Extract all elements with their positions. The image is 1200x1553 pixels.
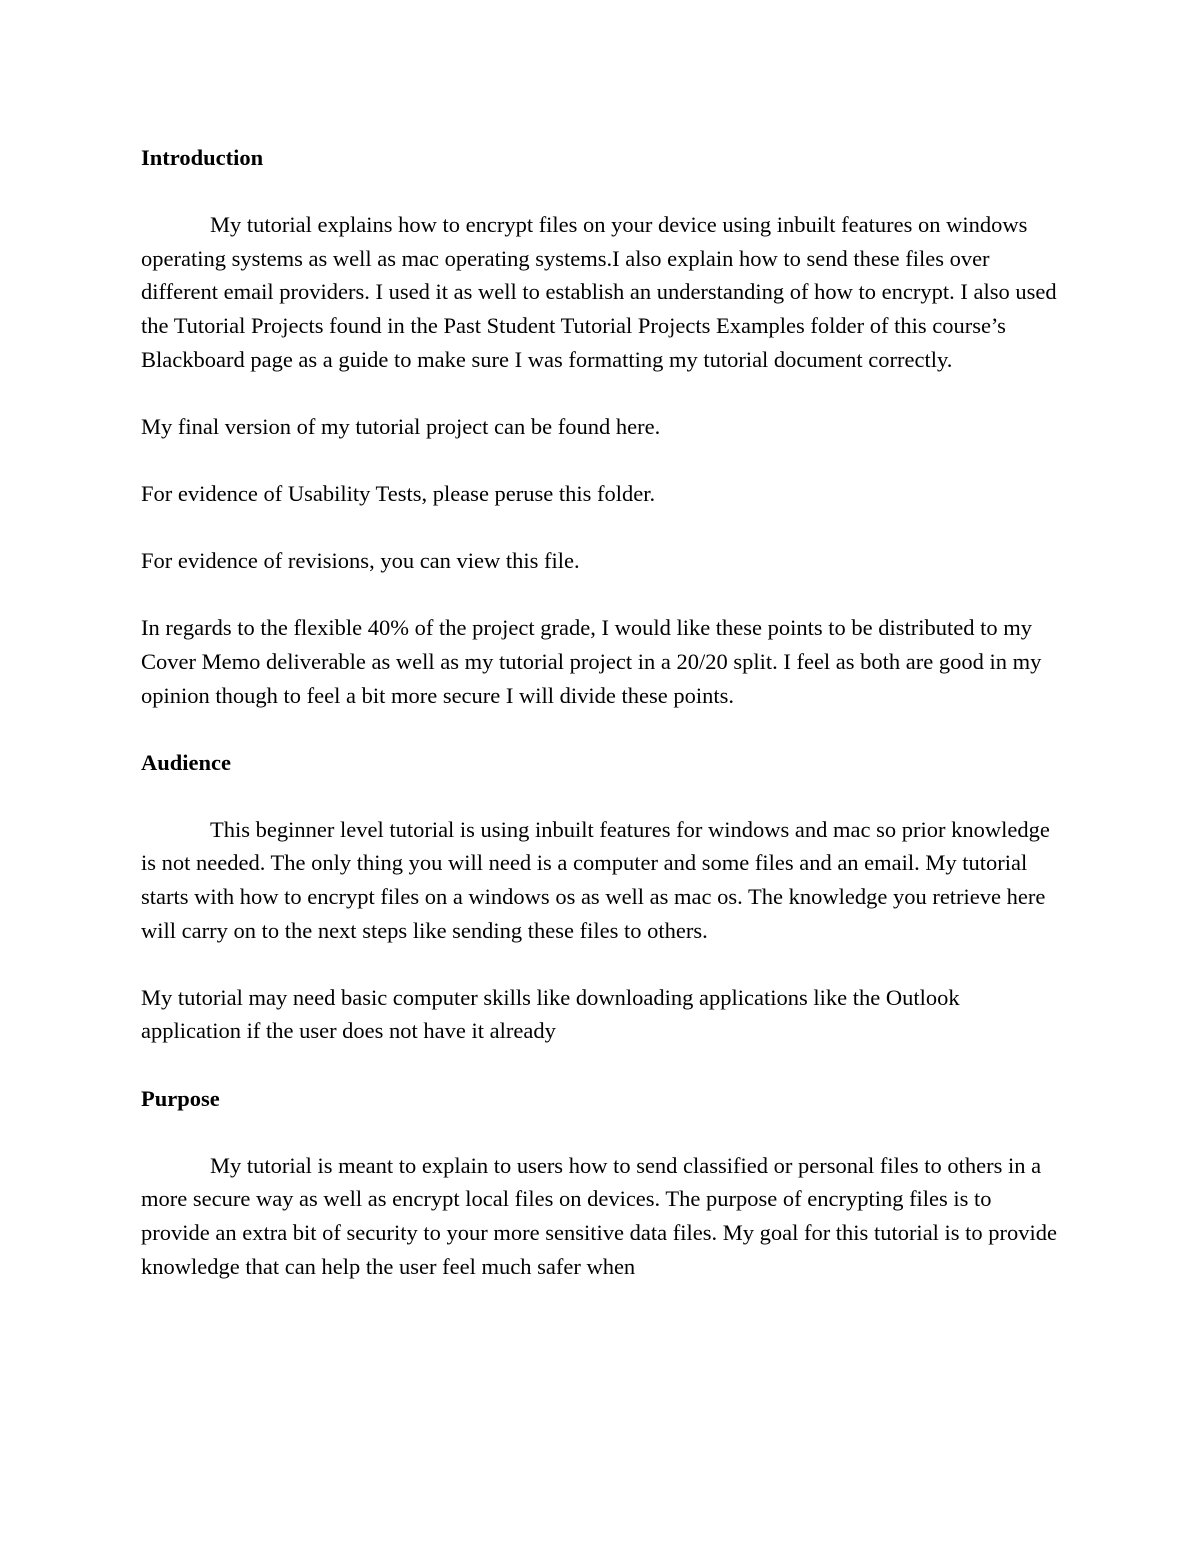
purpose-paragraph-1: My tutorial is meant to explain to users how to send classified or personal files to others in a more secure way as well as encrypt local files on devices. The purpose of encrypting files is to provide an extra bit of security to your more sensitive data files. My goal for this tutorial is to provide knowledge that can help the user feel much safer when [141,1152,1058,1279]
audience-paragraph-2: My tutorial may need basic computer skills like downloading applications like the Outlook application if the user does not have it already [141,984,960,1044]
final-version-paragraph: My final version of my tutorial project can be found here. [141,413,661,439]
audience-paragraph-1: This beginner level tutorial is using inbuilt features for windows and mac so prior knowledge is not needed. The only thing you will need is a computer and some files and an email. My tutorial starts with how to encrypt files on a windows os as well as mac os. The knowledge you retrieve here will carry on to the next steps like sending these files to others. [141,816,1050,943]
document-body [141,141,1063,1283]
introduction-heading: Introduction [141,145,264,170]
introduction-paragraph-1: My tutorial explains how to encrypt files on your device using inbuilt features on windows operating systems as well as mac operating systems.I also explain how to send these files over different email providers. I used it as well to establish an understanding of how to encrypt. I also used the Tutorial Projects found in the Past Student Tutorial Projects Examples folder of this course’s Blackboard page as a guide to make sure I was formatting my tutorial document correctly. [141,212,1057,372]
revisions-paragraph: For evidence of revisions, you can view this file. [141,548,580,574]
usability-tests-paragraph: For evidence of Usability Tests, please peruse this folder. [141,480,656,506]
grade-split-paragraph: In regards to the flexible 40% of the project grade, I would like these points to be distributed to my Cover Memo deliverable as well as my tutorial project in a 20/20 split. I feel as both are good in my opinion though to feel a bit more secure I will divide these points. [141,615,1042,708]
purpose-heading: Purpose [141,1085,220,1111]
audience-heading: Audience [141,749,231,775]
